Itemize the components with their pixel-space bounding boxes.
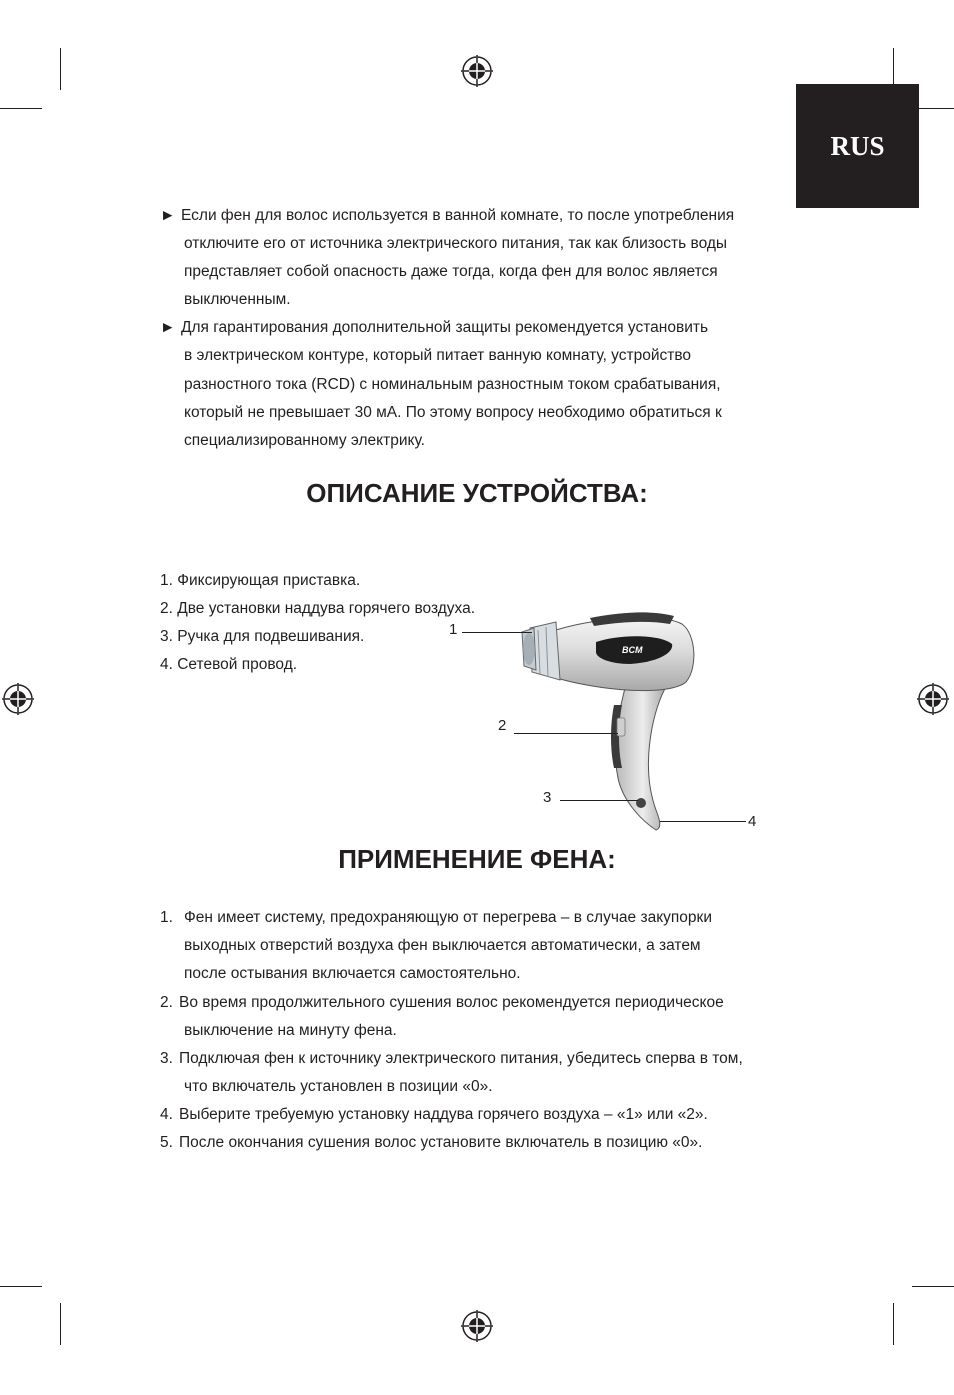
- list-item-line: Подключая фен к источнику электрического питания, убедитесь сперва в том,: [179, 1050, 743, 1067]
- safety-note-line: разностного тока (RCD) с номинальным разностным током срабатывания,: [184, 376, 721, 393]
- leader-line: [462, 632, 532, 633]
- registration-mark-icon: [461, 1310, 493, 1342]
- crop-mark: [60, 1303, 61, 1345]
- crop-mark: [60, 48, 61, 90]
- list-item-number: 3.: [160, 1050, 173, 1067]
- safety-note-line: который не превышает 30 мА. По этому вопросу необходимо обратиться к: [184, 404, 722, 421]
- list-item-line: что включатель установлен в позиции «0».: [184, 1078, 493, 1095]
- safety-note-line: отключите его от источника электрического питания, так как близость воды: [184, 235, 728, 252]
- leader-line: [514, 733, 618, 734]
- device-logo: BCM: [622, 645, 643, 655]
- list-item: 3. Ручка для подвешивания.: [160, 628, 365, 645]
- bullet-marker: ►: [160, 207, 176, 224]
- registration-mark-icon: [2, 683, 34, 715]
- crop-mark: [0, 108, 42, 109]
- bullet-marker: ►: [160, 319, 176, 336]
- callout-label: 4: [748, 813, 757, 830]
- list-item-line: Во время продолжительного сушения волос рекомендуется периодическое: [179, 994, 724, 1011]
- usage-heading: ПРИМЕНЕНИЕ ФЕНА:: [338, 844, 616, 874]
- crop-mark: [0, 1286, 42, 1287]
- list-item-number: 5.: [160, 1134, 173, 1151]
- safety-note-line: выключенным.: [184, 291, 291, 308]
- registration-mark-icon: [461, 55, 493, 87]
- leader-line: [560, 800, 638, 801]
- crop-mark: [912, 1286, 954, 1287]
- list-item-number: 2.: [160, 994, 173, 1011]
- callout-label: 1: [449, 621, 458, 638]
- description-heading: ОПИСАНИЕ УСТРОЙСТВА:: [306, 478, 648, 508]
- leader-line: [660, 821, 746, 822]
- list-item-line: после остывания включается самостоятельно.: [184, 965, 521, 982]
- safety-note-line: представляет собой опасность даже тогда, когда фен для волос является: [184, 263, 718, 280]
- list-item: 4. Сетевой провод.: [160, 656, 298, 673]
- safety-note-line: Если фен для волос используется в ванной комнате, то после употребления: [181, 207, 735, 224]
- callout-label: 3: [543, 789, 552, 806]
- list-item-line: выходных отверстий воздуха фен выключается автоматически, а затем: [184, 937, 701, 954]
- safety-note-line: в электрическом контуре, который питает ванную комнату, устройство: [184, 347, 692, 364]
- list-item-line: Выберите требуемую установку наддува горячего воздуха – «1» или «2».: [179, 1106, 708, 1123]
- list-item-number: 4.: [160, 1106, 173, 1123]
- registration-mark-icon: [917, 683, 949, 715]
- callout-label: 2: [498, 717, 507, 734]
- list-item-number: 1.: [160, 909, 173, 926]
- crop-mark: [893, 1303, 894, 1345]
- language-tab: [796, 84, 919, 208]
- list-item: 2. Две установки наддува горячего воздуха.: [160, 600, 476, 617]
- list-item: 1. Фиксирующая приставка.: [160, 572, 361, 589]
- safety-note-line: Для гарантирования дополнительной защиты рекомендуется установить: [181, 319, 709, 336]
- list-item-line: выключение на минуту фена.: [184, 1022, 397, 1039]
- safety-note-line: специализированному электрику.: [184, 432, 425, 449]
- list-item-line: Фен имеет систему, предохраняющую от перегрева – в случае закупорки: [184, 909, 712, 926]
- list-item-line: После окончания сушения волос установите включатель в позицию «0».: [179, 1134, 703, 1151]
- language-tab-label: RUS: [830, 130, 885, 161]
